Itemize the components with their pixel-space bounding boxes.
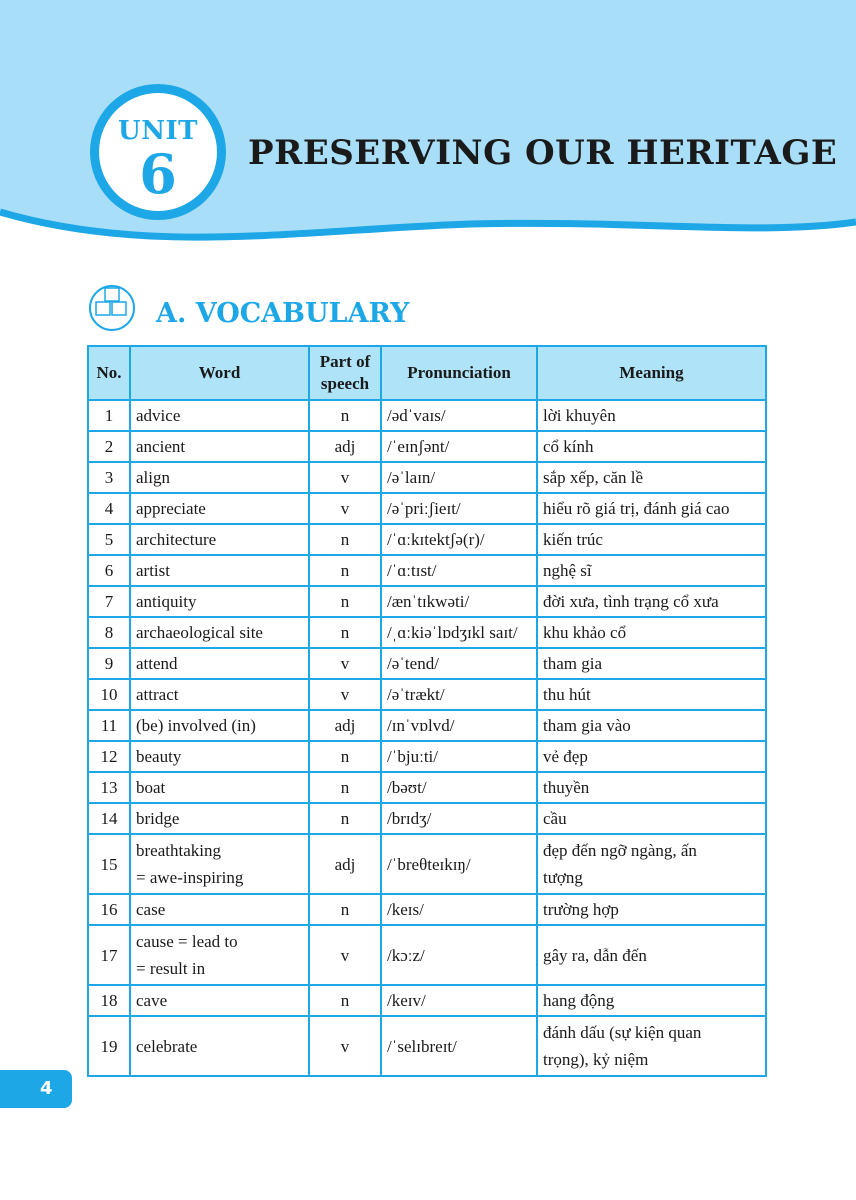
cell-line: sắp xếp, căn lề — [543, 468, 644, 487]
table-row — [88, 555, 766, 586]
cell-meaning — [537, 679, 766, 710]
cell-word — [130, 648, 309, 679]
table-row — [88, 741, 766, 772]
cell-part-of-speech: adj — [309, 834, 381, 894]
cell-meaning — [537, 772, 766, 803]
cell-no: 5 — [88, 524, 130, 555]
cell-meaning — [537, 834, 766, 894]
cell-line: cầu — [543, 809, 567, 828]
cell-word — [130, 679, 309, 710]
cell-pronunciation: /ˈbreθteɪkɪŋ/ — [381, 834, 537, 894]
cell-line: beauty — [136, 747, 182, 766]
table-header-row — [88, 346, 766, 400]
cell-line: nghệ sĩ — [543, 561, 592, 580]
cell-word — [130, 524, 309, 555]
cell-meaning — [537, 741, 766, 772]
page-number: 4 — [40, 1078, 53, 1099]
page-number-tab — [0, 1070, 72, 1108]
cell-line: vẻ đẹp — [543, 747, 588, 766]
table-row — [88, 648, 766, 679]
cell-line: trọng), kỷ niệm — [543, 1050, 649, 1069]
cell-part-of-speech: v — [309, 925, 381, 985]
cell-line: = awe-inspiring — [136, 868, 244, 887]
cell-meaning — [537, 925, 766, 985]
cell-pronunciation: /ˈeɪnʃənt/ — [381, 431, 537, 462]
cell-line: tham gia — [543, 654, 603, 673]
cell-line: case — [136, 900, 166, 919]
table-row — [88, 894, 766, 925]
table-row — [88, 431, 766, 462]
cell-line: cause = lead to — [136, 932, 238, 951]
vocabulary-table — [87, 345, 767, 1077]
cell-line: artist — [136, 561, 170, 580]
cell-no: 3 — [88, 462, 130, 493]
cell-no: 12 — [88, 741, 130, 772]
cell-pronunciation: /brɪdʒ/ — [381, 803, 537, 834]
cell-line: tham gia vào — [543, 716, 631, 735]
cell-line: đời xưa, tình trạng cổ xưa — [543, 592, 719, 611]
cell-line: kiến trúc — [543, 530, 603, 549]
cell-meaning — [537, 710, 766, 741]
table-row — [88, 493, 766, 524]
cell-meaning — [537, 586, 766, 617]
cell-no: 13 — [88, 772, 130, 803]
cell-part-of-speech: adj — [309, 431, 381, 462]
cell-line: antiquity — [136, 592, 197, 611]
cell-no: 14 — [88, 803, 130, 834]
cell-line: attend — [136, 654, 178, 673]
table-row — [88, 985, 766, 1016]
unit-badge — [90, 84, 226, 220]
cell-line: boat — [136, 778, 166, 797]
cell-no: 19 — [88, 1016, 130, 1076]
cell-no: 1 — [88, 400, 130, 431]
cell-part-of-speech: n — [309, 400, 381, 431]
cell-meaning — [537, 524, 766, 555]
cell-meaning — [537, 803, 766, 834]
cell-word — [130, 803, 309, 834]
section-title: A. VOCABULARY — [156, 298, 410, 329]
cell-word — [130, 431, 309, 462]
cell-word — [130, 772, 309, 803]
header-word: Word — [130, 346, 309, 400]
table-row — [88, 1016, 766, 1076]
cell-word — [130, 1016, 309, 1076]
cell-pronunciation: /keɪv/ — [381, 985, 537, 1016]
cell-line: hiểu rõ giá trị, đánh giá cao — [543, 499, 730, 518]
cell-no: 11 — [88, 710, 130, 741]
table-row — [88, 710, 766, 741]
cell-line: thuyền — [543, 778, 590, 797]
cell-line: trường hợp — [543, 900, 619, 919]
cell-no: 6 — [88, 555, 130, 586]
cell-no: 8 — [88, 617, 130, 648]
cell-line: attract — [136, 685, 179, 704]
cell-pronunciation: /əˈtend/ — [381, 648, 537, 679]
table-row — [88, 524, 766, 555]
cell-word — [130, 894, 309, 925]
cell-line: ancient — [136, 437, 186, 456]
cell-no: 10 — [88, 679, 130, 710]
header-pronunciation: Pronunciation — [381, 346, 537, 400]
cell-line: bridge — [136, 809, 180, 828]
table-row — [88, 586, 766, 617]
cell-pronunciation: /ˌɑːkiəˈlɒdʒɪkl saɪt/ — [381, 617, 537, 648]
table-row — [88, 462, 766, 493]
cell-part-of-speech: n — [309, 772, 381, 803]
table-row — [88, 679, 766, 710]
cell-pronunciation: /ˈselɪbreɪt/ — [381, 1016, 537, 1076]
cell-line: cổ kính — [543, 437, 594, 456]
cell-no: 15 — [88, 834, 130, 894]
cell-line: architecture — [136, 530, 217, 549]
header-meaning: Meaning — [537, 346, 766, 400]
unit-title: PRESERVING OUR HERITAGE — [248, 133, 838, 173]
cell-no: 18 — [88, 985, 130, 1016]
cell-pronunciation: /ˈɑːkɪtektʃə(r)/ — [381, 524, 537, 555]
cell-word — [130, 710, 309, 741]
cell-line: đánh dấu (sự kiện quan — [543, 1023, 702, 1042]
cell-no: 4 — [88, 493, 130, 524]
cell-line: cave — [136, 991, 168, 1010]
cell-line: (be) involved (in) — [136, 716, 256, 735]
cell-part-of-speech: v — [309, 679, 381, 710]
cell-pronunciation: /keɪs/ — [381, 894, 537, 925]
cell-word — [130, 400, 309, 431]
cell-pronunciation: /bəʊt/ — [381, 772, 537, 803]
cell-part-of-speech: n — [309, 985, 381, 1016]
cell-meaning — [537, 1016, 766, 1076]
cell-no: 7 — [88, 586, 130, 617]
cell-word — [130, 617, 309, 648]
unit-label: UNIT — [118, 116, 198, 146]
table-row — [88, 772, 766, 803]
table-row — [88, 803, 766, 834]
cell-word — [130, 925, 309, 985]
cell-part-of-speech: n — [309, 894, 381, 925]
cell-no: 9 — [88, 648, 130, 679]
table-row — [88, 834, 766, 894]
cell-part-of-speech: n — [309, 555, 381, 586]
cell-part-of-speech: n — [309, 586, 381, 617]
cell-word — [130, 586, 309, 617]
cell-pronunciation: /ænˈtɪkwəti/ — [381, 586, 537, 617]
cell-pronunciation: /ədˈvaɪs/ — [381, 400, 537, 431]
cell-meaning — [537, 400, 766, 431]
cell-no: 16 — [88, 894, 130, 925]
cell-no: 17 — [88, 925, 130, 985]
cell-meaning — [537, 462, 766, 493]
cell-word — [130, 493, 309, 524]
header-no: No. — [88, 346, 130, 400]
abc-blocks-icon — [86, 284, 144, 332]
cell-part-of-speech: v — [309, 648, 381, 679]
cell-line: breathtaking — [136, 841, 221, 860]
cell-part-of-speech: n — [309, 524, 381, 555]
cell-word — [130, 555, 309, 586]
cell-part-of-speech: v — [309, 1016, 381, 1076]
cell-line: align — [136, 468, 170, 487]
cell-meaning — [537, 493, 766, 524]
cell-part-of-speech: adj — [309, 710, 381, 741]
cell-meaning — [537, 648, 766, 679]
cell-pronunciation: /kɔːz/ — [381, 925, 537, 985]
cell-meaning — [537, 555, 766, 586]
cell-word — [130, 741, 309, 772]
cell-meaning — [537, 985, 766, 1016]
cell-meaning — [537, 617, 766, 648]
cell-word — [130, 834, 309, 894]
cell-part-of-speech: v — [309, 462, 381, 493]
cell-line: tượng — [543, 868, 583, 887]
cell-line: advice — [136, 406, 181, 425]
header-part-of-speech: Part of speech — [309, 346, 381, 400]
cell-pronunciation: /ˈbjuːti/ — [381, 741, 537, 772]
cell-meaning — [537, 894, 766, 925]
cell-part-of-speech: v — [309, 493, 381, 524]
cell-line: đẹp đến ngỡ ngàng, ấn — [543, 841, 697, 860]
cell-line: khu khảo cổ — [543, 623, 627, 642]
cell-pronunciation: /ˈɑːtɪst/ — [381, 555, 537, 586]
cell-line: appreciate — [136, 499, 206, 518]
table-row — [88, 925, 766, 985]
table-body — [88, 400, 766, 1076]
cell-part-of-speech: n — [309, 617, 381, 648]
cell-line: gây ra, dẫn đến — [543, 945, 647, 965]
cell-pronunciation: /əˈlaɪn/ — [381, 462, 537, 493]
cell-word — [130, 462, 309, 493]
unit-number: 6 — [139, 142, 177, 206]
cell-pronunciation: /əˈpriːʃieɪt/ — [381, 493, 537, 524]
cell-pronunciation: /ɪnˈvɒlvd/ — [381, 710, 537, 741]
cell-line: celebrate — [136, 1036, 198, 1056]
cell-part-of-speech: n — [309, 741, 381, 772]
cell-part-of-speech: n — [309, 803, 381, 834]
cell-meaning — [537, 431, 766, 462]
table-row — [88, 400, 766, 431]
cell-line: lời khuyên — [543, 406, 616, 425]
cell-pronunciation: /əˈtrækt/ — [381, 679, 537, 710]
cell-line: = result in — [136, 959, 206, 978]
cell-line: thu hút — [543, 685, 591, 704]
cell-line: hang động — [543, 991, 615, 1010]
table-row — [88, 617, 766, 648]
cell-line: archaeological site — [136, 623, 263, 642]
cell-no: 2 — [88, 431, 130, 462]
cell-word — [130, 985, 309, 1016]
